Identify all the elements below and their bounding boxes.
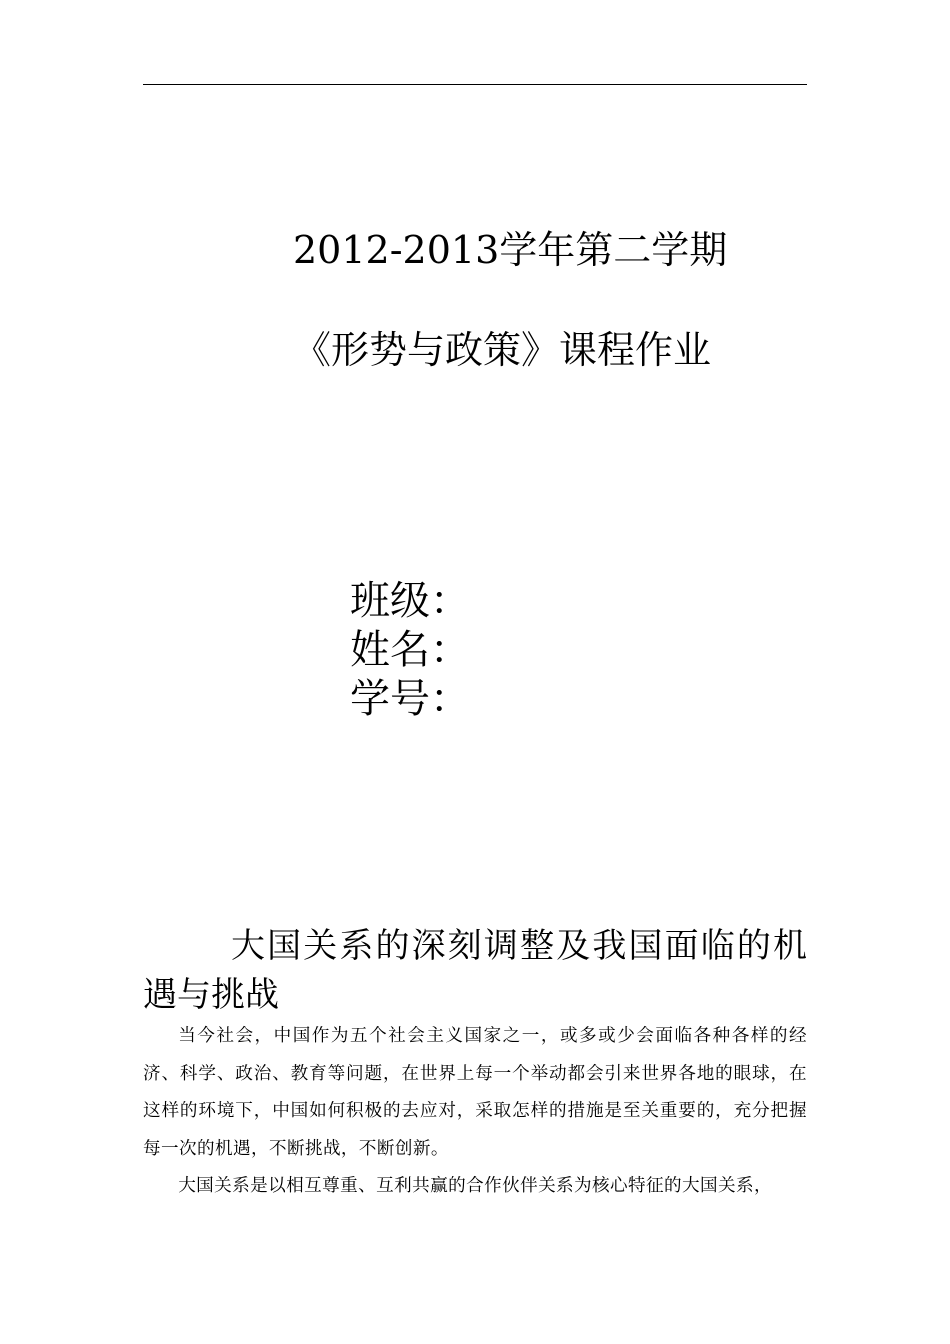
essay-paragraph: 大国关系是以相互尊重、互利共赢的合作伙伴关系为核心特征的大国关系， — [178, 1176, 772, 1196]
header-rule — [143, 84, 807, 85]
student-id-field-label: 学号： — [350, 676, 470, 722]
class-field-label: 班级： — [350, 578, 470, 624]
document-title-term: 2012-2013学年第二学期 — [293, 228, 728, 272]
essay-title: 大国关系的深刻调整及我国面临的机遇与挑战 — [143, 926, 807, 1015]
essay-paragraph: 当今社会，中国作为五个社会主义国家之一，或多或少会面临各种各样的经济、科学、政治、教育等问题，在世界上每一个举动都会引来世界各地的眼球，在这样的环境下，中国如何积极的去应对，采取怎样的措施是至关重要的，充分把握每一次的机遇，不断挑战，不断创新。 — [143, 1026, 807, 1159]
name-field-label: 姓名： — [350, 627, 470, 673]
document-title-course: 《形势与政策》课程作业 — [293, 328, 712, 372]
essay-body — [143, 1018, 807, 1206]
